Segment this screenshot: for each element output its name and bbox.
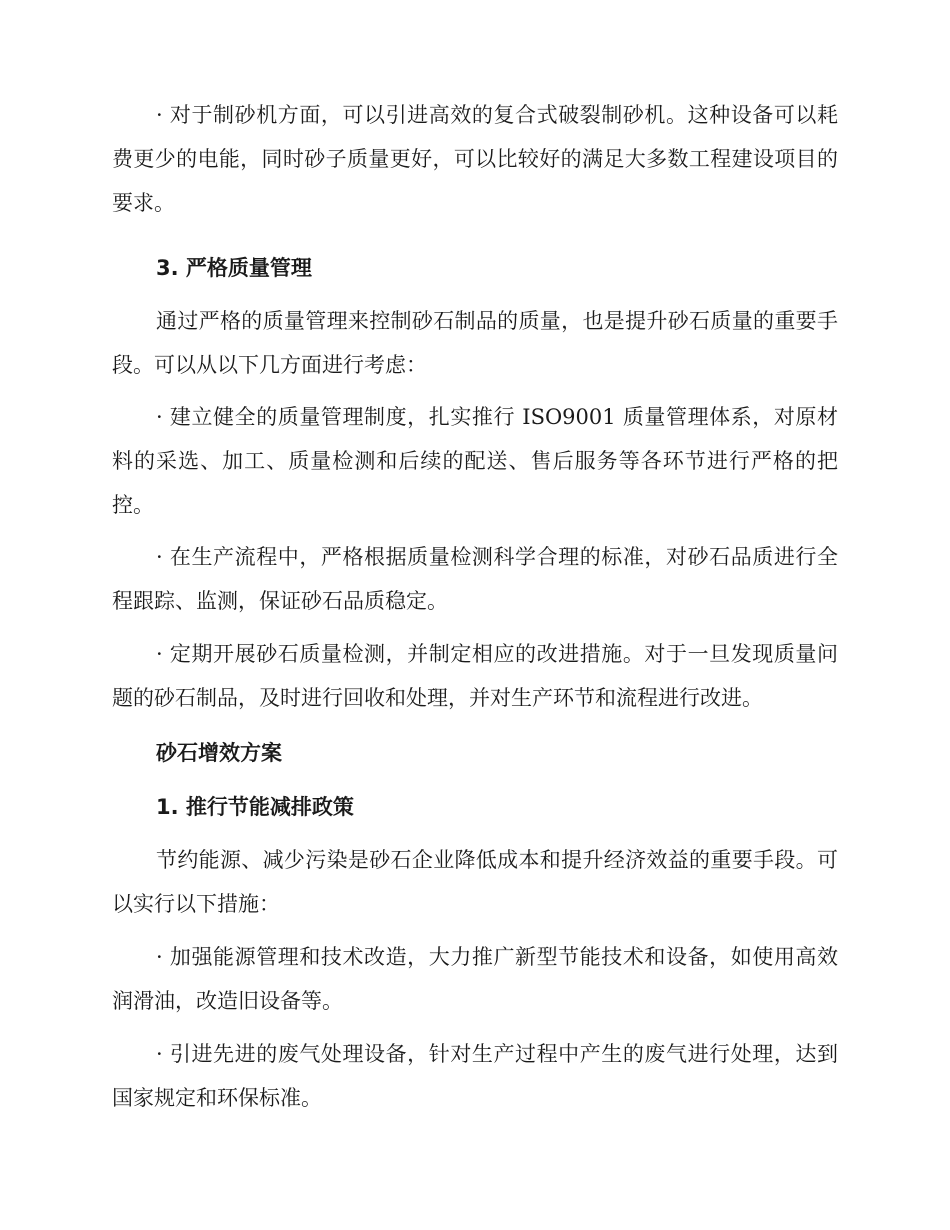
paragraph-quality-management-intro: 通过严格的质量管理来控制砂石制品的质量，也是提升砂石质量的重要手段。可以从以下几方面进行考虑： <box>112 309 838 377</box>
paragraph-quality-system: · 建立健全的质量管理制度，扎实推行 ISO9001 质量管理体系，对原材料的采选、加工、质量检测和后续的配送、售后服务等各环节进行严格的把控。 <box>112 405 838 517</box>
paragraph-sand-making-machine: · 对于制砂机方面，可以引进高效的复合式破裂制砂机。这种设备可以耗费更少的电能，同时砂子质量更好，可以比较好的满足大多数工程建设项目的要求。 <box>112 103 838 215</box>
paragraph-periodic-testing: · 定期开展砂石质量检测，并制定相应的改进措施。对于一旦发现质量问题的砂石制品，及时进行回收和处理，并对生产环节和流程进行改进。 <box>112 642 838 710</box>
paragraph-energy-management: · 加强能源管理和技术改造，大力推广新型节能技术和设备，如使用高效润滑油，改造旧设备等。 <box>112 945 838 1013</box>
paragraph-waste-gas-treatment: · 引进先进的废气处理设备，针对生产过程中产生的废气进行处理，达到国家规定和环保标准。 <box>112 1042 838 1110</box>
paragraph-energy-saving-intro: 节约能源、减少污染是砂石企业降低成本和提升经济效益的重要手段。可以实行以下措施： <box>112 848 838 916</box>
heading-efficiency-plan: 砂石增效方案 <box>156 741 282 765</box>
heading-strict-quality-management: 3. 严格质量管理 <box>156 256 312 280</box>
heading-energy-saving-policy: 1. 推行节能减排政策 <box>156 795 354 819</box>
paragraph-production-monitoring: · 在生产流程中，严格根据质量检测科学合理的标准，对砂石品质进行全程跟踪、监测，保证砂石品质稳定。 <box>112 545 838 613</box>
